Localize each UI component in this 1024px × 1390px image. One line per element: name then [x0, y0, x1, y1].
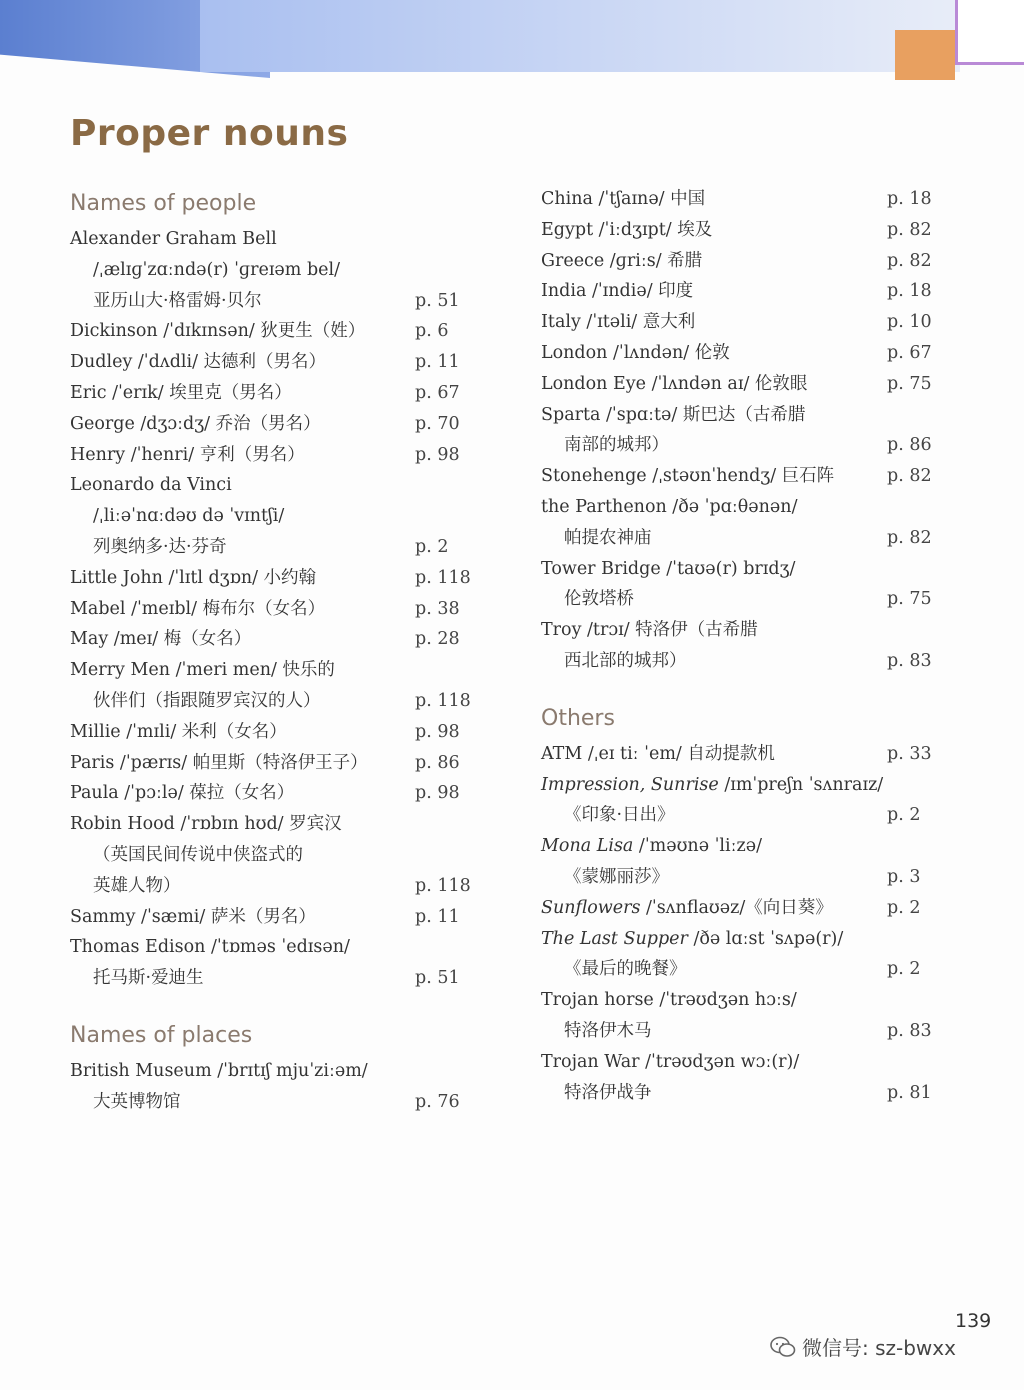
entry-line	[70, 840, 480, 871]
glossary-entry	[541, 924, 941, 986]
entry-italic-title: Impression, Sunrise	[541, 774, 719, 795]
entry-line	[70, 563, 480, 594]
entry-text: ATM /ˌeɪ tiː ˈem/ 自动提款机	[541, 743, 775, 764]
entry-italic-title: Sunflowers	[541, 897, 641, 918]
entry-line	[541, 554, 941, 585]
page-reference: p. 75	[887, 589, 932, 610]
entry-line	[70, 501, 480, 532]
entry-line	[541, 615, 941, 646]
glossary-entry	[70, 316, 480, 347]
entry-line	[70, 717, 480, 748]
entry-line	[70, 655, 480, 686]
page-reference: p. 38	[415, 598, 460, 619]
entry-text: Thomas Edison /ˈtɒməs ˈedɪsən/	[70, 937, 350, 958]
entry-text: Trojan horse /ˈtrəʊdʒən hɔːs/	[541, 990, 797, 1011]
page-reference: p. 118	[415, 690, 471, 711]
entry-italic-title: Mona Lisa	[541, 836, 634, 857]
entry-line	[70, 902, 480, 933]
entry-text: Dudley /ˈdʌdli/ 达德利（男名）	[70, 352, 327, 373]
page-reference: p. 75	[887, 373, 932, 394]
entry-text: Stonehenge /ˌstəʊnˈhendʒ/ 巨石阵	[541, 466, 835, 487]
page-reference: p. 70	[415, 413, 460, 434]
entry-text: May /meɪ/ 梅（女名）	[70, 629, 252, 650]
entry-text: 《印象·日出》	[564, 805, 675, 826]
entry-text: 南部的城邦）	[564, 435, 669, 456]
entry-line	[70, 778, 480, 809]
glossary-entry	[70, 440, 480, 471]
watermark	[770, 1332, 956, 1361]
entry-line	[541, 800, 941, 831]
entry-text: Little John /ˈlɪtl dʒɒn/ 小约翰	[70, 567, 317, 588]
page-reference: p. 82	[887, 466, 932, 487]
right-column	[541, 184, 941, 1108]
watermark-text: 微信号: sz-bwxx	[802, 1336, 956, 1360]
entry-text: 亚历山大·格雷姆·贝尔	[93, 290, 262, 311]
entry-text: Eric /ˈerɪk/ 埃里克（男名）	[70, 382, 292, 403]
entry-text: Alexander Graham Bell	[70, 229, 277, 249]
glossary-entry	[70, 347, 480, 378]
entry-text: 特洛伊战争	[564, 1082, 652, 1103]
page-reference: p. 118	[415, 567, 471, 588]
glossary-entry	[70, 717, 480, 748]
entry-text: /ˌælɪɡˈzɑːndə(r) ˈɡreɪəm bel/	[93, 259, 340, 280]
page-reference: p. 3	[887, 866, 921, 887]
entry-line	[70, 932, 480, 963]
entry-line	[70, 316, 480, 347]
entry-text: 托马斯·爱迪生	[93, 968, 204, 989]
entry-text: 特洛伊木马	[564, 1020, 652, 1041]
page-reference: p. 2	[887, 959, 921, 980]
glossary-entry	[541, 770, 941, 832]
entry-line	[541, 246, 941, 277]
glossary-entry	[70, 1056, 480, 1118]
entry-text: 大英博物馆	[93, 1091, 181, 1112]
entry-line	[70, 686, 480, 717]
page-reference: p. 83	[887, 1020, 932, 1041]
glossary-entry	[70, 624, 480, 655]
entry-text: 伦敦塔桥	[564, 589, 634, 610]
glossary-entry	[70, 748, 480, 779]
entry-text: Troy /trɔɪ/ 特洛伊（古希腊	[541, 620, 758, 641]
page-reference: p. 10	[887, 312, 932, 333]
entry-line	[70, 286, 480, 317]
entry-line	[70, 871, 480, 902]
page-reference: p. 82	[887, 527, 932, 548]
entry-text: （英国民间传说中侠盗式的	[93, 844, 303, 865]
entry-line	[541, 184, 941, 215]
entry-line	[70, 255, 480, 286]
glossary-entry	[541, 276, 941, 307]
glossary-entry	[70, 470, 480, 562]
page-reference: p. 118	[415, 875, 471, 896]
entry-line	[541, 430, 941, 461]
entry-line	[541, 215, 941, 246]
entry-text: Mabel /ˈmeɪbl/ 梅布尔（女名）	[70, 598, 326, 619]
entry-text: Italy /ˈɪtəli/ 意大利	[541, 312, 696, 333]
entry-line	[541, 307, 941, 338]
glossary-entry	[70, 409, 480, 440]
entry-text: 《最后的晚餐》	[564, 959, 687, 980]
entry-line	[541, 862, 941, 893]
section-heading: Others	[541, 705, 615, 731]
page-reference: p. 98	[415, 721, 460, 742]
section-gap	[70, 994, 480, 1020]
entry-text: India /ˈɪndiə/ 印度	[541, 281, 694, 302]
page-reference: p. 83	[887, 650, 932, 671]
banner-white-box	[955, 0, 1024, 65]
entry-text: the Parthenon /ðə ˈpɑːθənən/	[541, 496, 798, 517]
entry-text: London /ˈlʌndən/ 伦敦	[541, 342, 730, 363]
entry-text: Leonardo da Vinci	[70, 475, 232, 496]
entry-line	[541, 461, 941, 492]
glossary-entry	[70, 594, 480, 625]
page-reference: p. 18	[887, 281, 932, 302]
glossary-entry	[541, 893, 941, 924]
entry-text: Impression, Sunrise /ɪmˈpreʃn ˈsʌnraɪz/	[541, 774, 884, 795]
entry-line	[70, 963, 480, 994]
page-reference: p. 82	[887, 219, 932, 240]
entry-line	[541, 739, 941, 770]
entry-italic-title: The Last Supper	[541, 928, 688, 949]
page-reference: p. 28	[415, 629, 460, 650]
glossary-entry	[541, 369, 941, 400]
page-reference: p. 67	[887, 342, 932, 363]
section-heading: Names of places	[70, 1022, 253, 1048]
entry-text: Mona Lisa /ˈməʊnə ˈliːzə/	[541, 836, 762, 857]
glossary-entry	[70, 378, 480, 409]
page-title: Proper nouns	[70, 113, 349, 154]
glossary-entry	[541, 554, 941, 616]
entry-line	[541, 584, 941, 615]
entry-text: Trojan War /ˈtrəʊdʒən wɔː(r)/	[541, 1051, 800, 1072]
page-reference: p. 67	[415, 382, 460, 403]
entry-text: 帕提农神庙	[564, 527, 652, 548]
glossary-entry	[70, 902, 480, 933]
entry-text: 西北部的城邦）	[564, 650, 687, 671]
entry-text: 英雄人物）	[93, 875, 181, 896]
entry-line	[70, 748, 480, 779]
glossary-entry	[541, 615, 941, 677]
entry-line	[541, 492, 941, 523]
entry-text: Tower Bridge /ˈtaʊə(r) brɪdʒ/	[541, 558, 796, 579]
page-reference: p. 51	[415, 968, 460, 989]
glossary-entry	[541, 1047, 941, 1109]
entry-text: Sparta /ˈspɑːtə/ 斯巴达（古希腊	[541, 404, 806, 425]
glossary-entry	[70, 563, 480, 594]
page-reference: p. 2	[887, 897, 921, 918]
entry-line	[70, 1087, 480, 1118]
glossary-entry	[541, 215, 941, 246]
page-reference: p. 6	[415, 321, 449, 342]
entry-line	[541, 1047, 941, 1078]
entry-text: Henry /ˈhenri/ 亨利（男名）	[70, 444, 305, 465]
entry-line	[541, 985, 941, 1016]
section-heading: Names of people	[70, 191, 257, 216]
banner-light-shape	[200, 0, 960, 72]
page-reference: p. 98	[415, 444, 460, 465]
page-reference: p. 51	[415, 290, 460, 311]
entry-line	[541, 646, 941, 677]
page-reference: p. 86	[415, 752, 460, 773]
page-reference: p. 33	[887, 743, 932, 764]
entry-text: Paula /ˈpɔːlə/ 葆拉（女名）	[70, 783, 295, 804]
glossary-entry	[541, 246, 941, 277]
entry-text: Sammy /ˈsæmi/ 萨米（男名）	[70, 906, 316, 927]
entry-line	[541, 338, 941, 369]
entry-line	[70, 409, 480, 440]
entry-line	[70, 440, 480, 471]
glossary-entry	[70, 224, 480, 316]
glossary-entry	[70, 778, 480, 809]
banner-orange-block	[895, 30, 955, 80]
entry-line	[70, 809, 480, 840]
entry-text: George /dʒɔːdʒ/ 乔治（男名）	[70, 413, 321, 434]
glossary-entry	[70, 809, 480, 901]
entry-text: Dickinson /ˈdɪkɪnsən/ 狄更生（姓）	[70, 321, 366, 342]
page-reference: p. 98	[415, 783, 460, 804]
entry-text: Paris /ˈpærɪs/ 帕里斯（特洛伊王子）	[70, 752, 368, 773]
glossary-entry	[541, 338, 941, 369]
page-reference: p. 76	[415, 1091, 460, 1112]
entry-line	[541, 954, 941, 985]
page-reference: p. 2	[415, 536, 449, 557]
entry-text: Merry Men /ˈmeri men/ 快乐的	[70, 660, 335, 681]
entry-text: Millie /ˈmɪli/ 米利（女名）	[70, 721, 287, 742]
section-gap	[541, 677, 941, 703]
header-banner	[0, 0, 1024, 80]
entry-text: Egypt /ˈiːdʒɪpt/ 埃及	[541, 219, 713, 240]
page-reference: p. 81	[887, 1082, 932, 1103]
entry-line	[541, 523, 941, 554]
wechat-icon	[770, 1336, 796, 1358]
glossary-entry	[541, 985, 941, 1047]
page-reference: p. 11	[415, 352, 460, 373]
entry-line	[541, 831, 941, 862]
entry-line	[541, 369, 941, 400]
entry-text: 《蒙娜丽莎》	[564, 866, 669, 887]
entry-line	[70, 594, 480, 625]
entry-text: London Eye /ˈlʌndən aɪ/ 伦敦眼	[541, 373, 808, 394]
entry-line	[70, 624, 480, 655]
entry-text: 伙伴们（指跟随罗宾汉的人）	[93, 690, 321, 711]
glossary-entry	[541, 307, 941, 338]
page-reference: p. 86	[887, 435, 932, 456]
entry-line	[70, 1056, 480, 1087]
entry-line	[541, 1016, 941, 1047]
glossary-entry	[541, 492, 941, 554]
left-column	[70, 188, 480, 1118]
entry-line	[70, 532, 480, 563]
entry-text: Robin Hood /ˈrɒbɪn hʊd/ 罗宾汉	[70, 814, 342, 835]
glossary-entry	[541, 739, 941, 770]
page-reference: p. 82	[887, 250, 932, 271]
entry-line	[541, 276, 941, 307]
glossary-entry	[541, 184, 941, 215]
entry-line	[70, 347, 480, 378]
entry-line	[541, 400, 941, 431]
entry-line	[541, 924, 941, 955]
glossary-entry	[70, 655, 480, 717]
entry-text: Sunflowers /ˈsʌnflaʊəz/《向日葵》	[541, 897, 833, 918]
entry-line	[70, 378, 480, 409]
entry-line	[70, 224, 480, 255]
page-reference: p. 2	[887, 805, 921, 826]
entry-line	[541, 1078, 941, 1109]
entry-line	[70, 470, 480, 501]
glossary-entry	[541, 400, 941, 462]
entry-text: British Museum /ˈbrɪtɪʃ mjuˈziːəm/	[70, 1060, 368, 1081]
page-reference: p. 18	[887, 189, 932, 209]
entry-text: 列奥纳多·达·芬奇	[93, 536, 227, 557]
entry-text: Greece /ɡriːs/ 希腊	[541, 250, 703, 271]
entry-line	[541, 770, 941, 801]
entry-text: China /ˈtʃaɪnə/ 中国	[541, 189, 706, 209]
entry-line	[541, 893, 941, 924]
entry-text: /ˌliːəˈnɑːdəʊ də ˈvɪntʃi/	[93, 506, 285, 527]
glossary-entry	[541, 461, 941, 492]
page-reference: p. 11	[415, 906, 460, 927]
entry-text: The Last Supper /ðə lɑːst ˈsʌpə(r)/	[541, 928, 844, 949]
glossary-entry	[541, 831, 941, 893]
glossary-entry	[70, 932, 480, 994]
page-number: 139	[955, 1310, 992, 1332]
